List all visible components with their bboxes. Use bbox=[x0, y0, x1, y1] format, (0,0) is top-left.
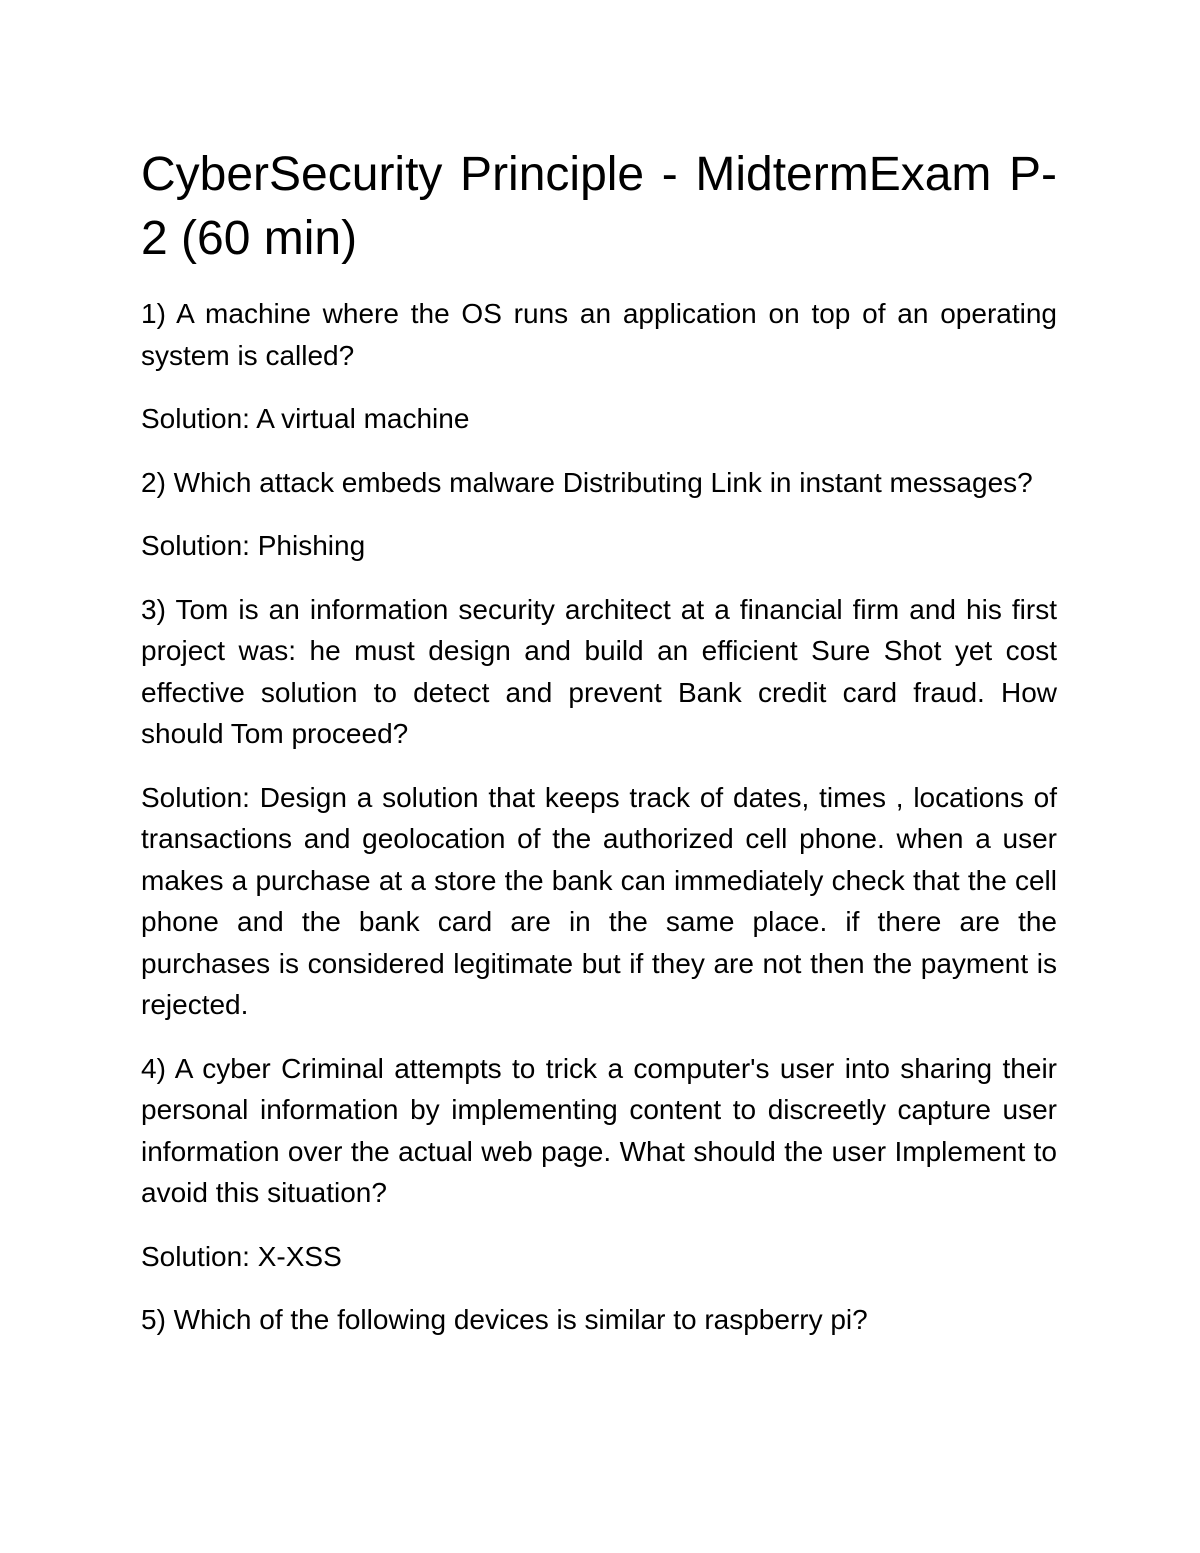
question-3: 3) Tom is an information security architect at a financial firm and his first project was: he must design and build an efficient Sure Shot yet cost effective solution to detect and prevent Bank credit card fraud. How should Tom proceed? bbox=[141, 593, 1057, 749]
solution-4: Solution: X-XSS bbox=[141, 1240, 342, 1272]
question-5: 5) Which of the following devices is similar to raspberry pi? bbox=[141, 1304, 868, 1335]
question-2: 2) Which attack embeds malware Distributing Link in instant messages? bbox=[141, 466, 1033, 498]
question-4: 4) A cyber Criminal attempts to trick a computer's user into sharing their personal information by implementing content to discreetly capture user information over the actual web page. What should the user Implement to avoid this situation? bbox=[141, 1052, 1057, 1208]
solution-2: Solution: Phishing bbox=[141, 530, 366, 561]
document-title: CyberSecurity Principle - MidtermExam P-2 (60 min) bbox=[141, 148, 1057, 265]
solution-1: Solution: A virtual machine bbox=[141, 403, 470, 434]
solution-3: Solution: Design a solution that keeps track of dates, times , locations of transactions and geolocation of the authorized cell phone. when a user makes a purchase at a store the bank can immediately check that the cell phone and the bank card are in the same place. if there are the purchases is considered legitimate but if they are not then the payment is rejected. bbox=[141, 781, 1057, 1020]
document-page bbox=[141, 143, 1057, 1363]
question-1: 1) A machine where the OS runs an application on top of an operating system is called? bbox=[141, 298, 1057, 371]
